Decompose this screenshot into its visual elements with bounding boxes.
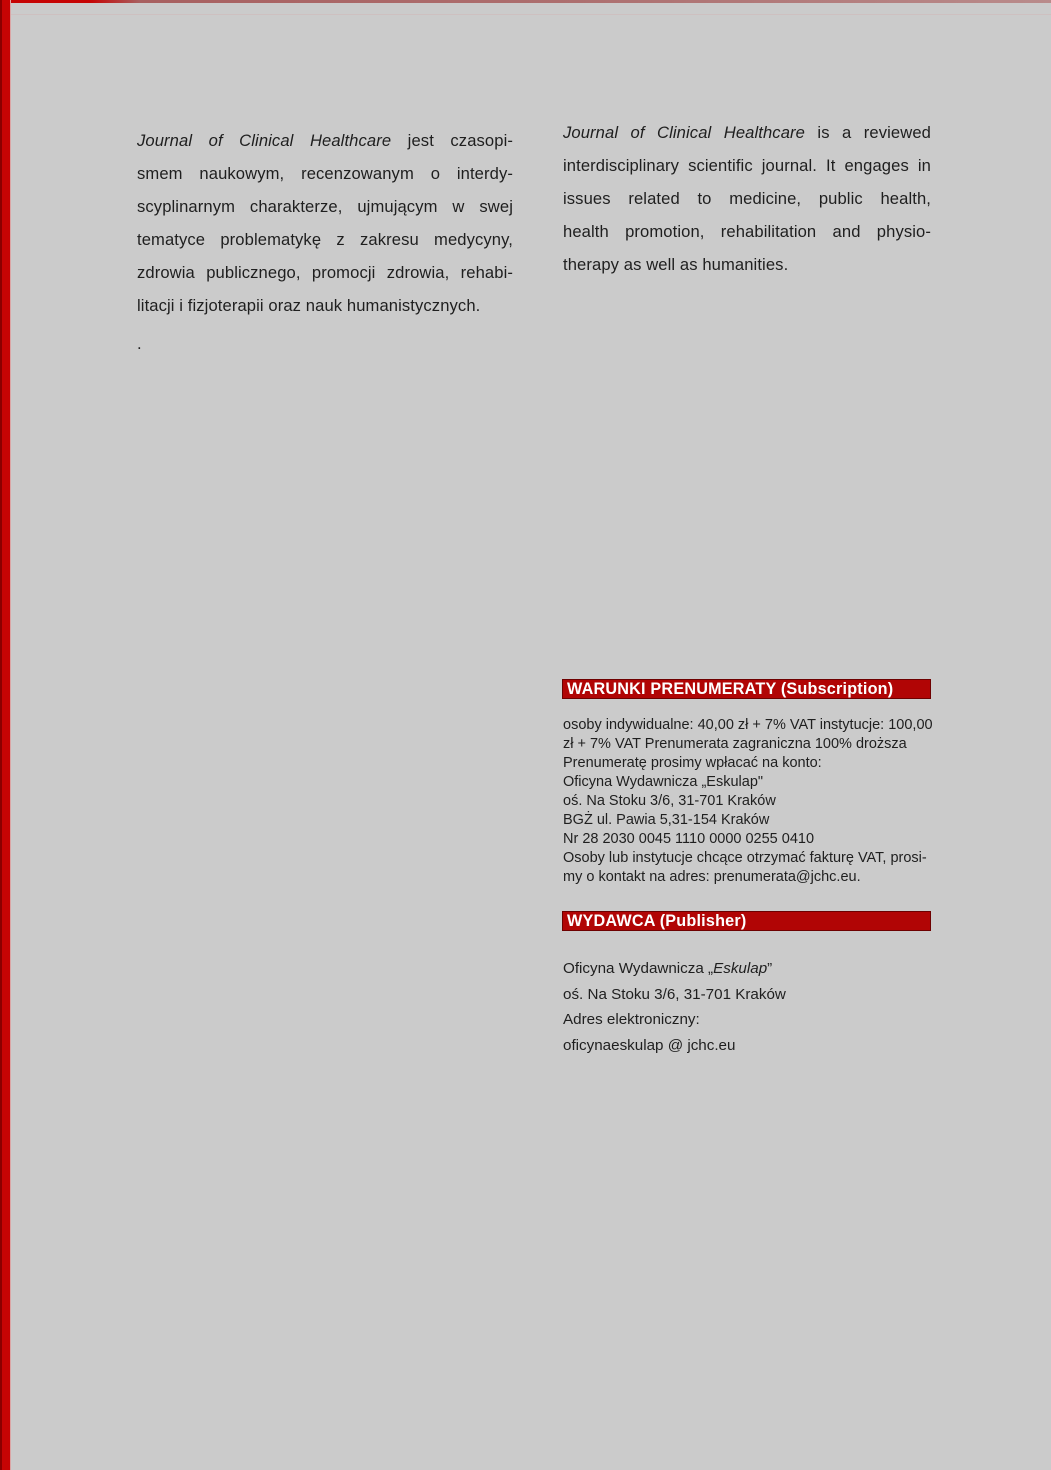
publisher-header-banner: WYDAWCA (Publisher) — [562, 911, 931, 931]
text-line: therapy as well as humanities. — [563, 255, 789, 274]
text-line — [137, 124, 513, 157]
text-line: zł + 7% VAT Prenumerata zagraniczna 100% droższa — [563, 736, 907, 752]
text-line: Adres elektroniczny: — [563, 1011, 700, 1028]
text-line: Osoby lub instytucje chcące otrzymać fakturę VAT, prosi- — [563, 850, 927, 866]
journal-title-italic: Journal of Clinical Healthcare — [563, 123, 805, 142]
top-edge-accent-bar — [0, 0, 1051, 3]
text-line: Prenumeratę prosimy wpłacać na konto: — [563, 755, 822, 771]
intro-paragraph-polish — [137, 124, 513, 322]
text-segment: ” — [767, 960, 773, 977]
text-line: litacji i fizjoterapii oraz nauk humanistycznych. — [137, 296, 481, 315]
text-line: oficynaeskulap @ jchc.eu — [563, 1036, 736, 1054]
text-line: scyplinarnym charakterze, ujmującym w swej — [137, 197, 513, 216]
scan-artifact-line — [0, 14, 1051, 15]
text-line: osoby indywidualne: 40,00 zł + 7% VAT instytucje: 100,00 — [563, 717, 933, 733]
stray-period: . — [137, 334, 142, 353]
text-line: issues related to medicine, public health, — [563, 189, 931, 208]
text-line: Nr 28 2030 0045 1110 0000 0255 0410 — [563, 831, 815, 847]
text-line: my o kontakt na adres: prenumerata@jchc.eu. — [563, 869, 861, 885]
left-edge-accent-stripe — [0, 0, 11, 1470]
text-line — [563, 116, 931, 149]
text-line: tematyce problematykę z zakresu medycyny, — [137, 230, 513, 249]
text-line: Oficyna Wydawnicza „Eskulap" — [563, 774, 764, 790]
text-line: interdisciplinary scientific journal. It engages in — [563, 156, 931, 175]
text-line: zdrowia publicznego, promocji zdrowia, rehabi- — [137, 263, 513, 282]
text-line: health promotion, rehabilitation and physio- — [563, 222, 931, 241]
publisher-details — [563, 956, 948, 1058]
text-line: oś. Na Stoku 3/6, 31-701 Kraków — [563, 793, 776, 809]
journal-title-italic: Journal of Clinical Healthcare — [137, 131, 392, 150]
text-segment: is a reviewed — [804, 123, 931, 142]
subscription-details — [563, 716, 948, 887]
subscription-header-banner: WARUNKI PRENUMERATY (Subscription) — [562, 679, 931, 699]
text-line: oś. Na Stoku 3/6, 31-701 Kraków — [563, 985, 786, 1003]
text-line: BGŻ ul. Pawia 5,31-154 Kraków — [563, 812, 770, 828]
publisher-name-line — [563, 956, 948, 982]
text-segment: Oficyna Wydawnicza „ — [563, 960, 714, 977]
text-segment: jest czasopi- — [391, 131, 513, 150]
publisher-name-italic: Eskulap — [713, 960, 768, 977]
text-line: smem naukowym, recenzowanym o interdy- — [137, 164, 513, 183]
intro-paragraph-english — [563, 116, 931, 281]
